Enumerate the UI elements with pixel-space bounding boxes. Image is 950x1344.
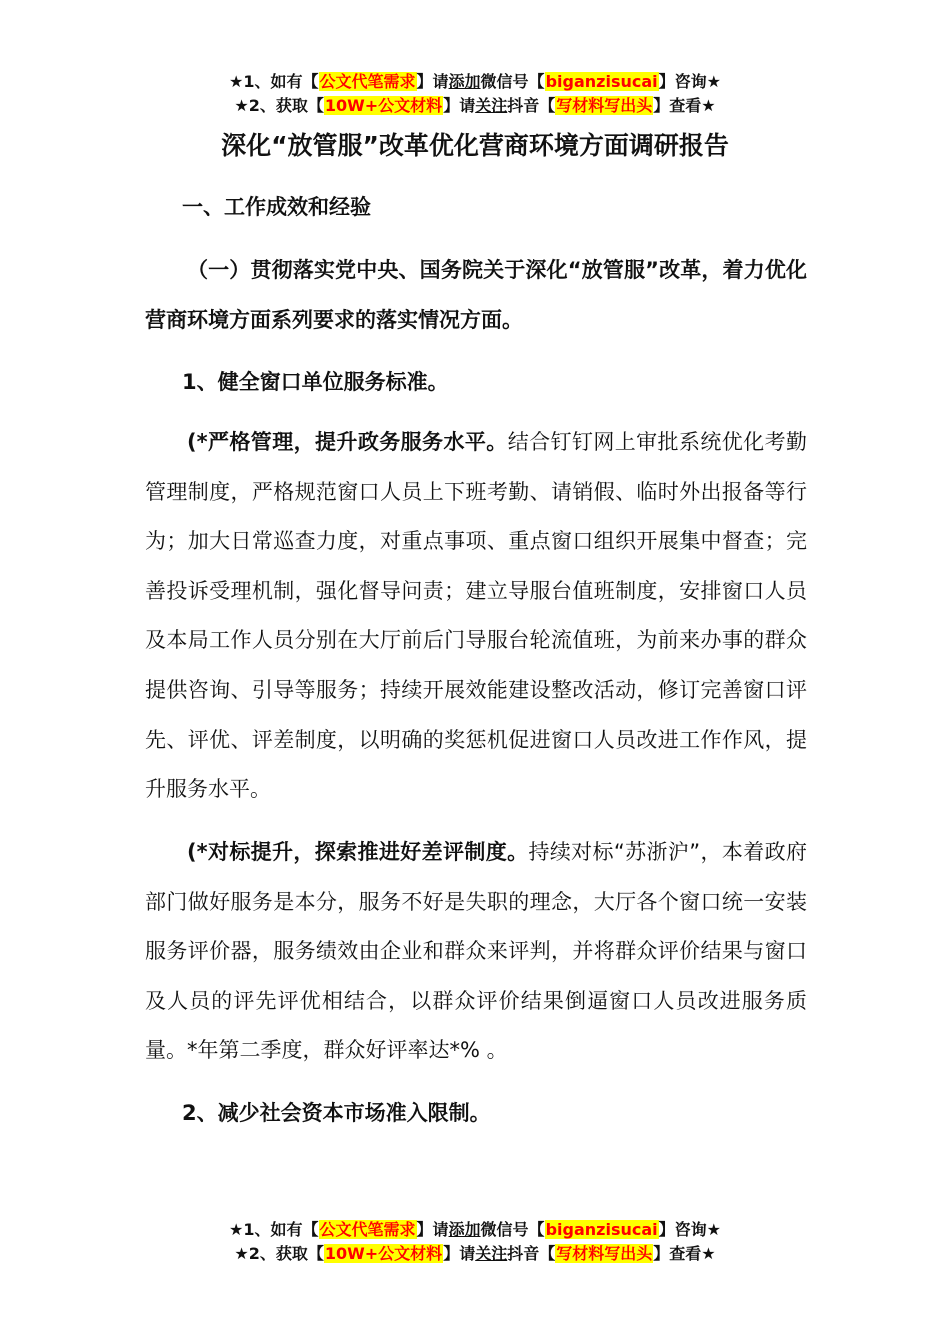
item-heading-1: 1、健全窗口单位服务标准。 [182, 370, 449, 394]
banner-text: 】查看★ [653, 96, 716, 115]
paragraph-body: 持续对标“苏浙沪”，本着政府部门做好服务是本分，服务不好是失职的理念，大厅各个窗口统一安装服务评价器，服务绩效由企业和群众来评判，并将群众评价结果与窗口及人员的评先评优相结合，以群众评价结果倒逼窗口人员改进服务质量。*年第二季度，群众好评率达*% 。 [145, 840, 807, 1063]
banner-highlight: biganzisucai [545, 1220, 658, 1239]
banner-text: 】请 [416, 72, 449, 91]
paragraph-lead: (*严格管理，提升政务服务水平。 [187, 430, 508, 454]
banner-line-1 [0, 1218, 950, 1242]
banner-line-2 [0, 1242, 950, 1266]
banner-highlight: 10W+公文材料 [324, 1244, 443, 1263]
banner-line-1 [0, 70, 950, 94]
body-paragraph-1 [145, 418, 807, 815]
banner-text: 】咨询★ [658, 72, 721, 91]
banner-text: 】请 [443, 96, 476, 115]
banner-highlight: 公文代笔需求 [319, 72, 416, 91]
document-title: 深化“放管服”改革优化营商环境方面调研报告 [221, 131, 729, 160]
banner-highlight: 写材料写出头 [556, 1244, 653, 1263]
subsection-heading: （一）贯彻落实党中央、国务院关于深化“放管服”改革，着力优化营商环境方面系列要求的落实情况方面。 [145, 258, 807, 332]
bottom-banner [0, 1218, 950, 1266]
banner-highlight: 写材料写出头 [556, 96, 653, 115]
banner-highlight: 公文代笔需求 [319, 1220, 416, 1239]
banner-text: 微信号【 [480, 1220, 545, 1239]
banner-underline: 添加 [448, 72, 481, 91]
paragraph-body: 结合钉钉网上审批系统优化考勤管理制度，严格规范窗口人员上下班考勤、请销假、临时外出报备等行为；加大日常巡查力度，对重点事项、重点窗口组织开展集中督查；完善投诉受理机制，强化督导问责；建立导服台值班制度，安排窗口人员及本局工作人员分别在大厅前后门导服台轮流值班，为前来办事的群众提供咨询、引导等服务；持续开展效能建设整改活动，修订完善窗口评先、评优、评差制度，以明确的奖惩机促进窗口人员改进工作作风，提升服务水平。 [145, 430, 807, 802]
banner-line-2 [0, 94, 950, 118]
banner-text: 】咨询★ [658, 1220, 721, 1239]
banner-underline: 关注 [475, 96, 508, 115]
banner-text: 微信号【 [480, 72, 545, 91]
banner-underline: 关注 [475, 1244, 508, 1263]
banner-text: ★1、如有【 [229, 1220, 319, 1239]
banner-text: 】查看★ [653, 1244, 716, 1263]
banner-text: 抖音【 [507, 1244, 556, 1263]
banner-text: ★2、获取【 [234, 96, 324, 115]
banner-text: 】请 [416, 1220, 449, 1239]
top-banner [0, 70, 950, 118]
banner-text: 】请 [443, 1244, 476, 1263]
banner-text: ★1、如有【 [229, 72, 319, 91]
section-heading: 一、工作成效和经验 [182, 195, 371, 219]
paragraph-lead: (*对标提升，探索推进好差评制度。 [187, 840, 529, 864]
banner-text: 抖音【 [507, 96, 556, 115]
banner-text: ★2、获取【 [234, 1244, 324, 1263]
item-heading-2: 2、减少社会资本市场准入限制。 [182, 1101, 491, 1125]
banner-highlight: 10W+公文材料 [324, 96, 443, 115]
body-paragraph-2 [145, 828, 807, 1076]
banner-highlight: biganzisucai [545, 72, 658, 91]
banner-underline: 添加 [448, 1220, 481, 1239]
